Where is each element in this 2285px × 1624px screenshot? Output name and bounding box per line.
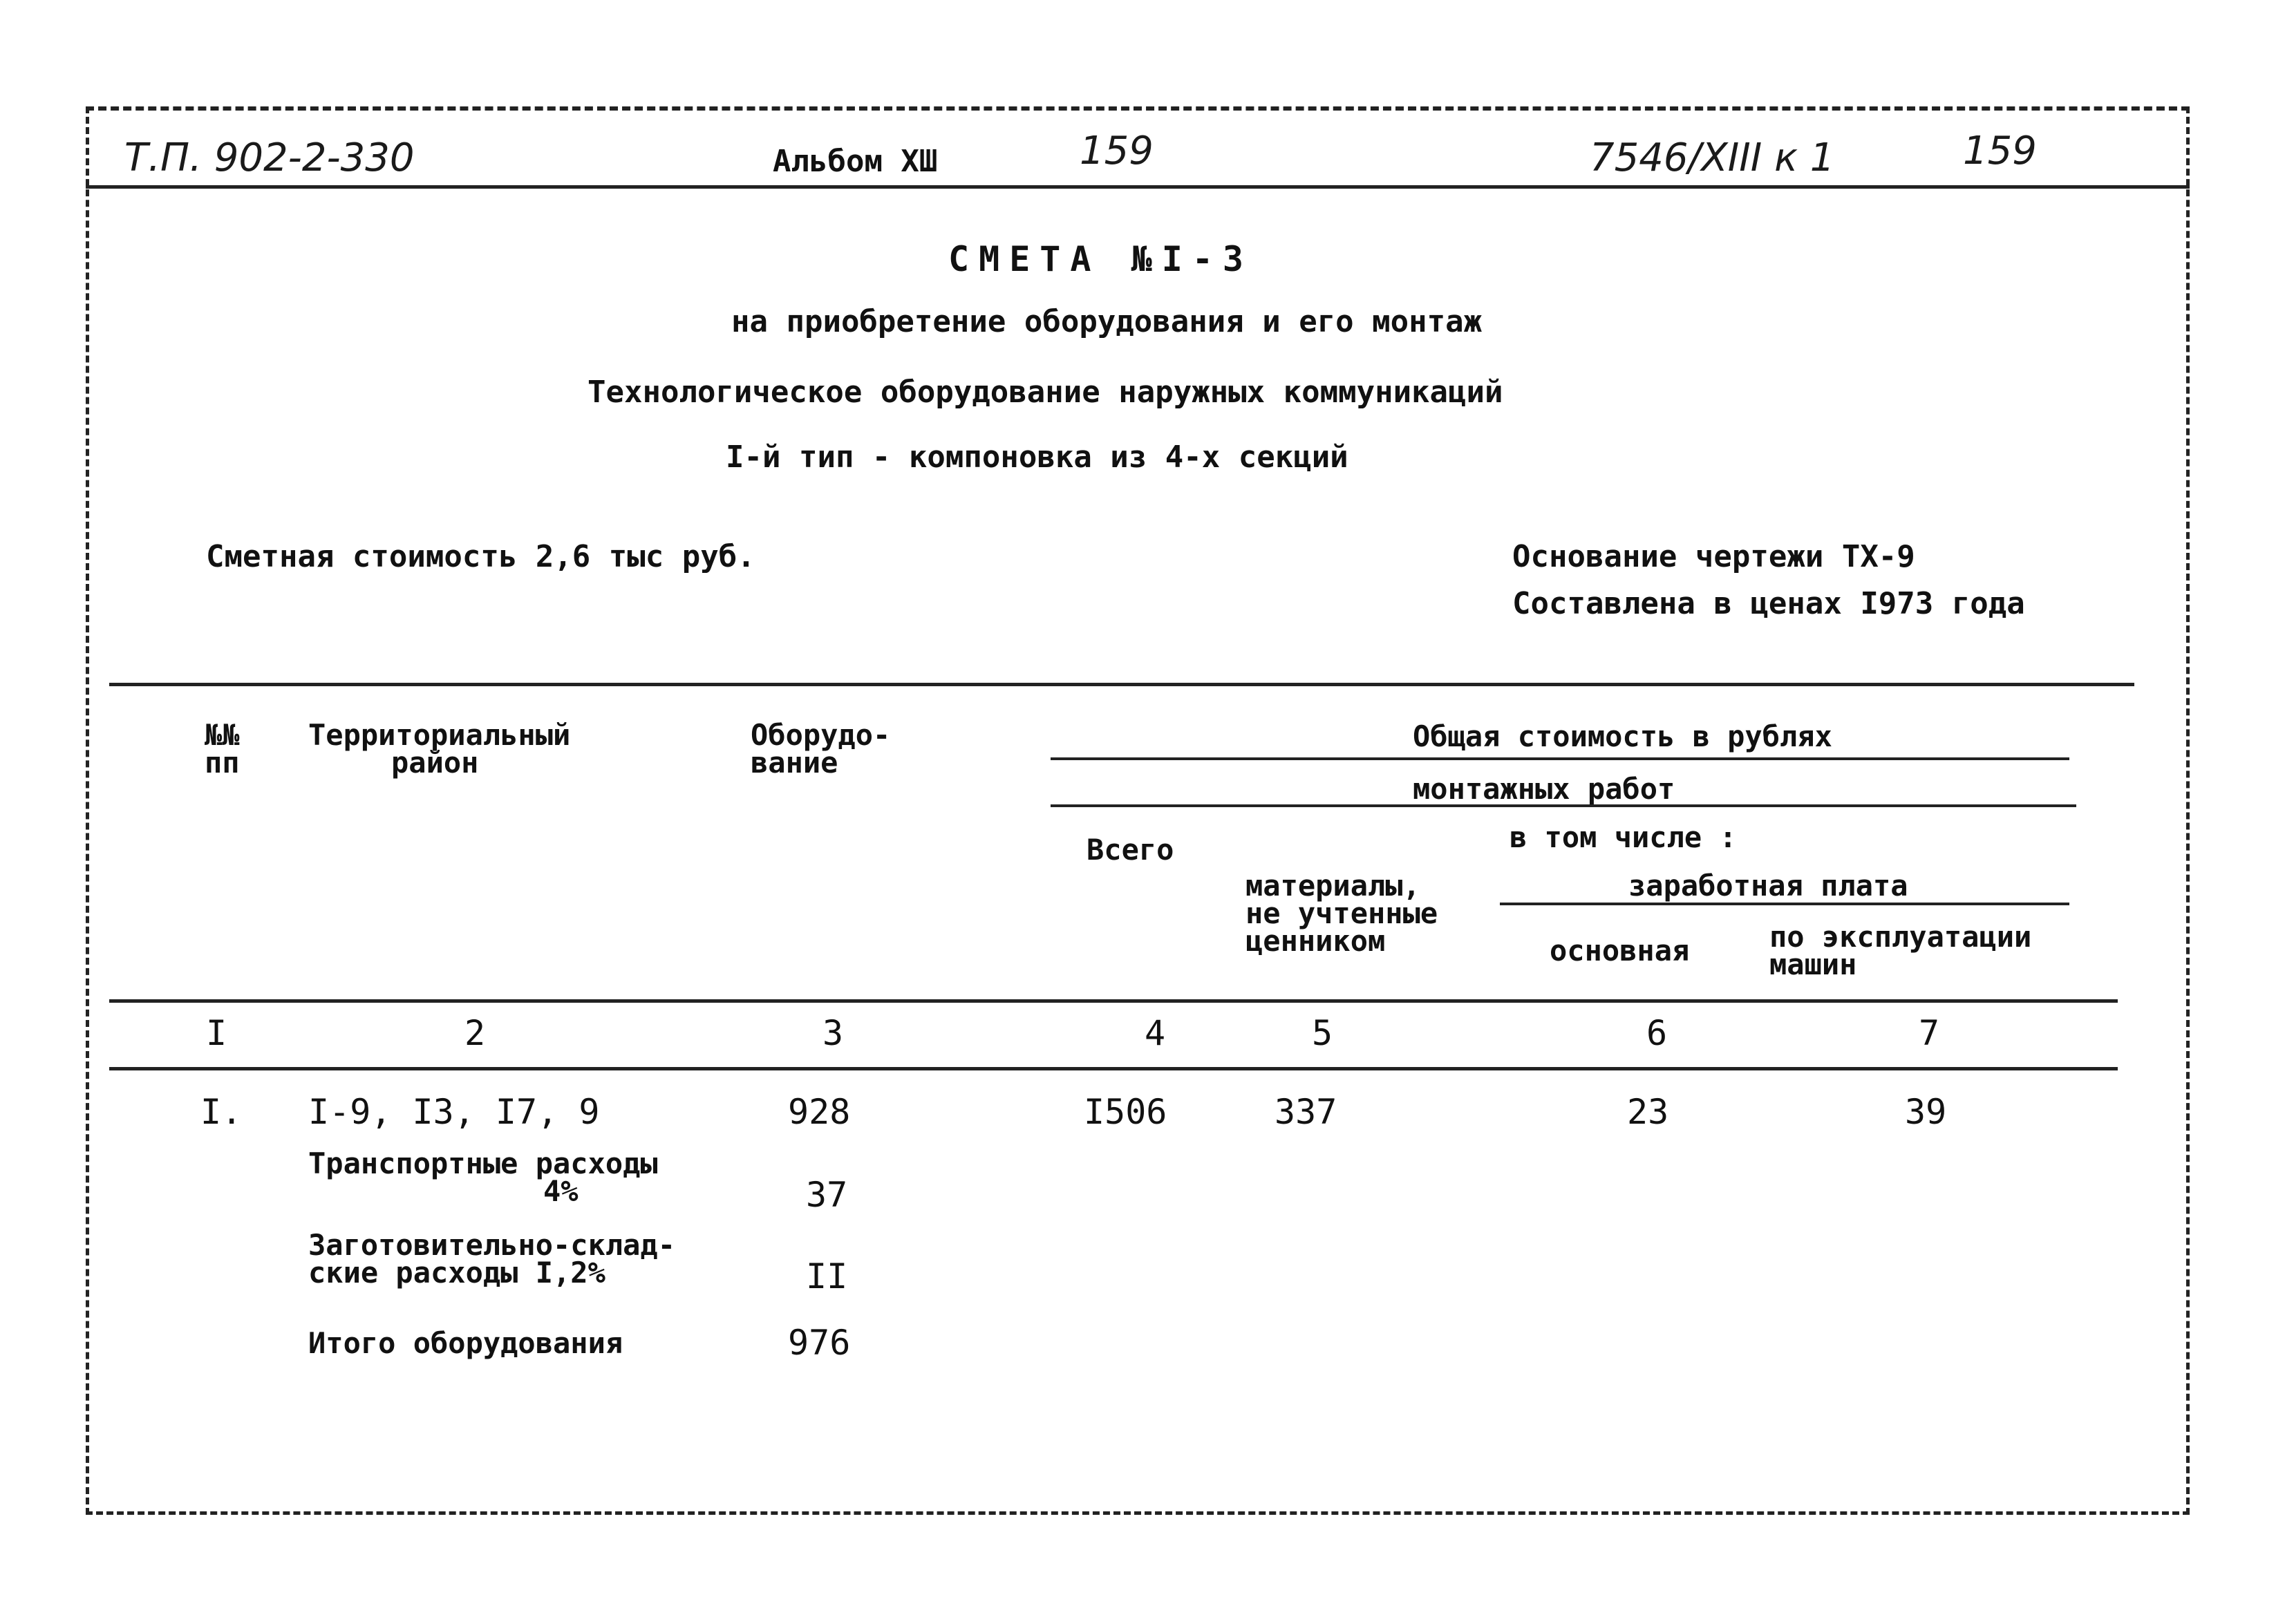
transport-costs-label: Транспортные расходы 4% xyxy=(308,1146,658,1208)
warehouse-costs-label: Заготовительно-склад- ские расходы I,2% xyxy=(308,1228,676,1290)
title-line-3: I-й тип - компоновка из 4-х секций xyxy=(726,440,1348,475)
prices-note: Составлена в ценах I973 года xyxy=(1512,586,2025,621)
col-number-2: 2 xyxy=(464,1013,486,1053)
header-basic: основная xyxy=(1550,934,1690,967)
header-equipment: Оборудо- вание xyxy=(751,718,891,780)
page-mark-right: 159 xyxy=(1963,129,2037,173)
col-number-1: I xyxy=(206,1013,227,1053)
project-code: Т.П. 902-2-330 xyxy=(124,135,415,180)
title-line-2: Технологическое оборудование наружных коммуникаций xyxy=(587,375,1503,410)
equipment-total-value: 976 xyxy=(788,1323,851,1363)
rule-installation xyxy=(1051,804,2076,807)
transport-costs-value: 37 xyxy=(806,1175,848,1215)
row-num: I. xyxy=(200,1092,243,1132)
row-total: I506 xyxy=(1084,1092,1167,1132)
warehouse-costs-value: II xyxy=(806,1256,848,1296)
header-num: №№ пп xyxy=(205,718,240,780)
row-basic: 23 xyxy=(1627,1092,1669,1132)
header-machines: по эксплуатации машин xyxy=(1769,920,2032,981)
col-number-6: 6 xyxy=(1646,1013,1668,1053)
table-top-rule xyxy=(109,683,2134,686)
title-line-1: на приобретение оборудования и его монтаж xyxy=(731,304,1483,339)
rule-wages xyxy=(1500,903,2069,905)
header-materials: материалы, не учтенные ценником xyxy=(1245,869,1438,958)
col-number-3: 3 xyxy=(822,1013,844,1053)
rule-total-cost xyxy=(1051,757,2069,760)
album-label: Альбом ХШ xyxy=(773,144,938,179)
row-region: I-9, I3, I7, 9 xyxy=(308,1092,600,1132)
header-including: в том числе : xyxy=(1510,820,1737,854)
row-materials: 337 xyxy=(1275,1092,1337,1132)
estimate-title: СМЕТА №I-3 xyxy=(948,239,1254,279)
estimated-cost: Сметная стоимость 2,6 тыс руб. xyxy=(206,539,755,574)
basis-note: Основание чертежи ТХ-9 xyxy=(1512,539,1915,574)
header-region: Территориальный район xyxy=(308,718,571,780)
col-number-7: 7 xyxy=(1919,1013,1940,1053)
header-total: Всего xyxy=(1087,833,1174,867)
col-numbers-rule xyxy=(109,1067,2118,1070)
col-number-5: 5 xyxy=(1312,1013,1333,1053)
page-mark-left: 159 xyxy=(1080,129,1154,173)
row-equipment: 928 xyxy=(788,1092,851,1132)
archive-code: 7546/XIII к 1 xyxy=(1590,135,1835,180)
col-number-4: 4 xyxy=(1145,1013,1166,1053)
header-rule xyxy=(86,185,2190,189)
header-installation: монтажных работ xyxy=(1413,772,1675,806)
row-machines: 39 xyxy=(1905,1092,1947,1132)
header-total-cost: Общая стоимость в рублях xyxy=(1413,719,1832,753)
equipment-total-label: Итого оборудования xyxy=(308,1326,623,1360)
header-bottom-rule xyxy=(109,999,2118,1003)
header-wages: заработная плата xyxy=(1628,869,1908,903)
